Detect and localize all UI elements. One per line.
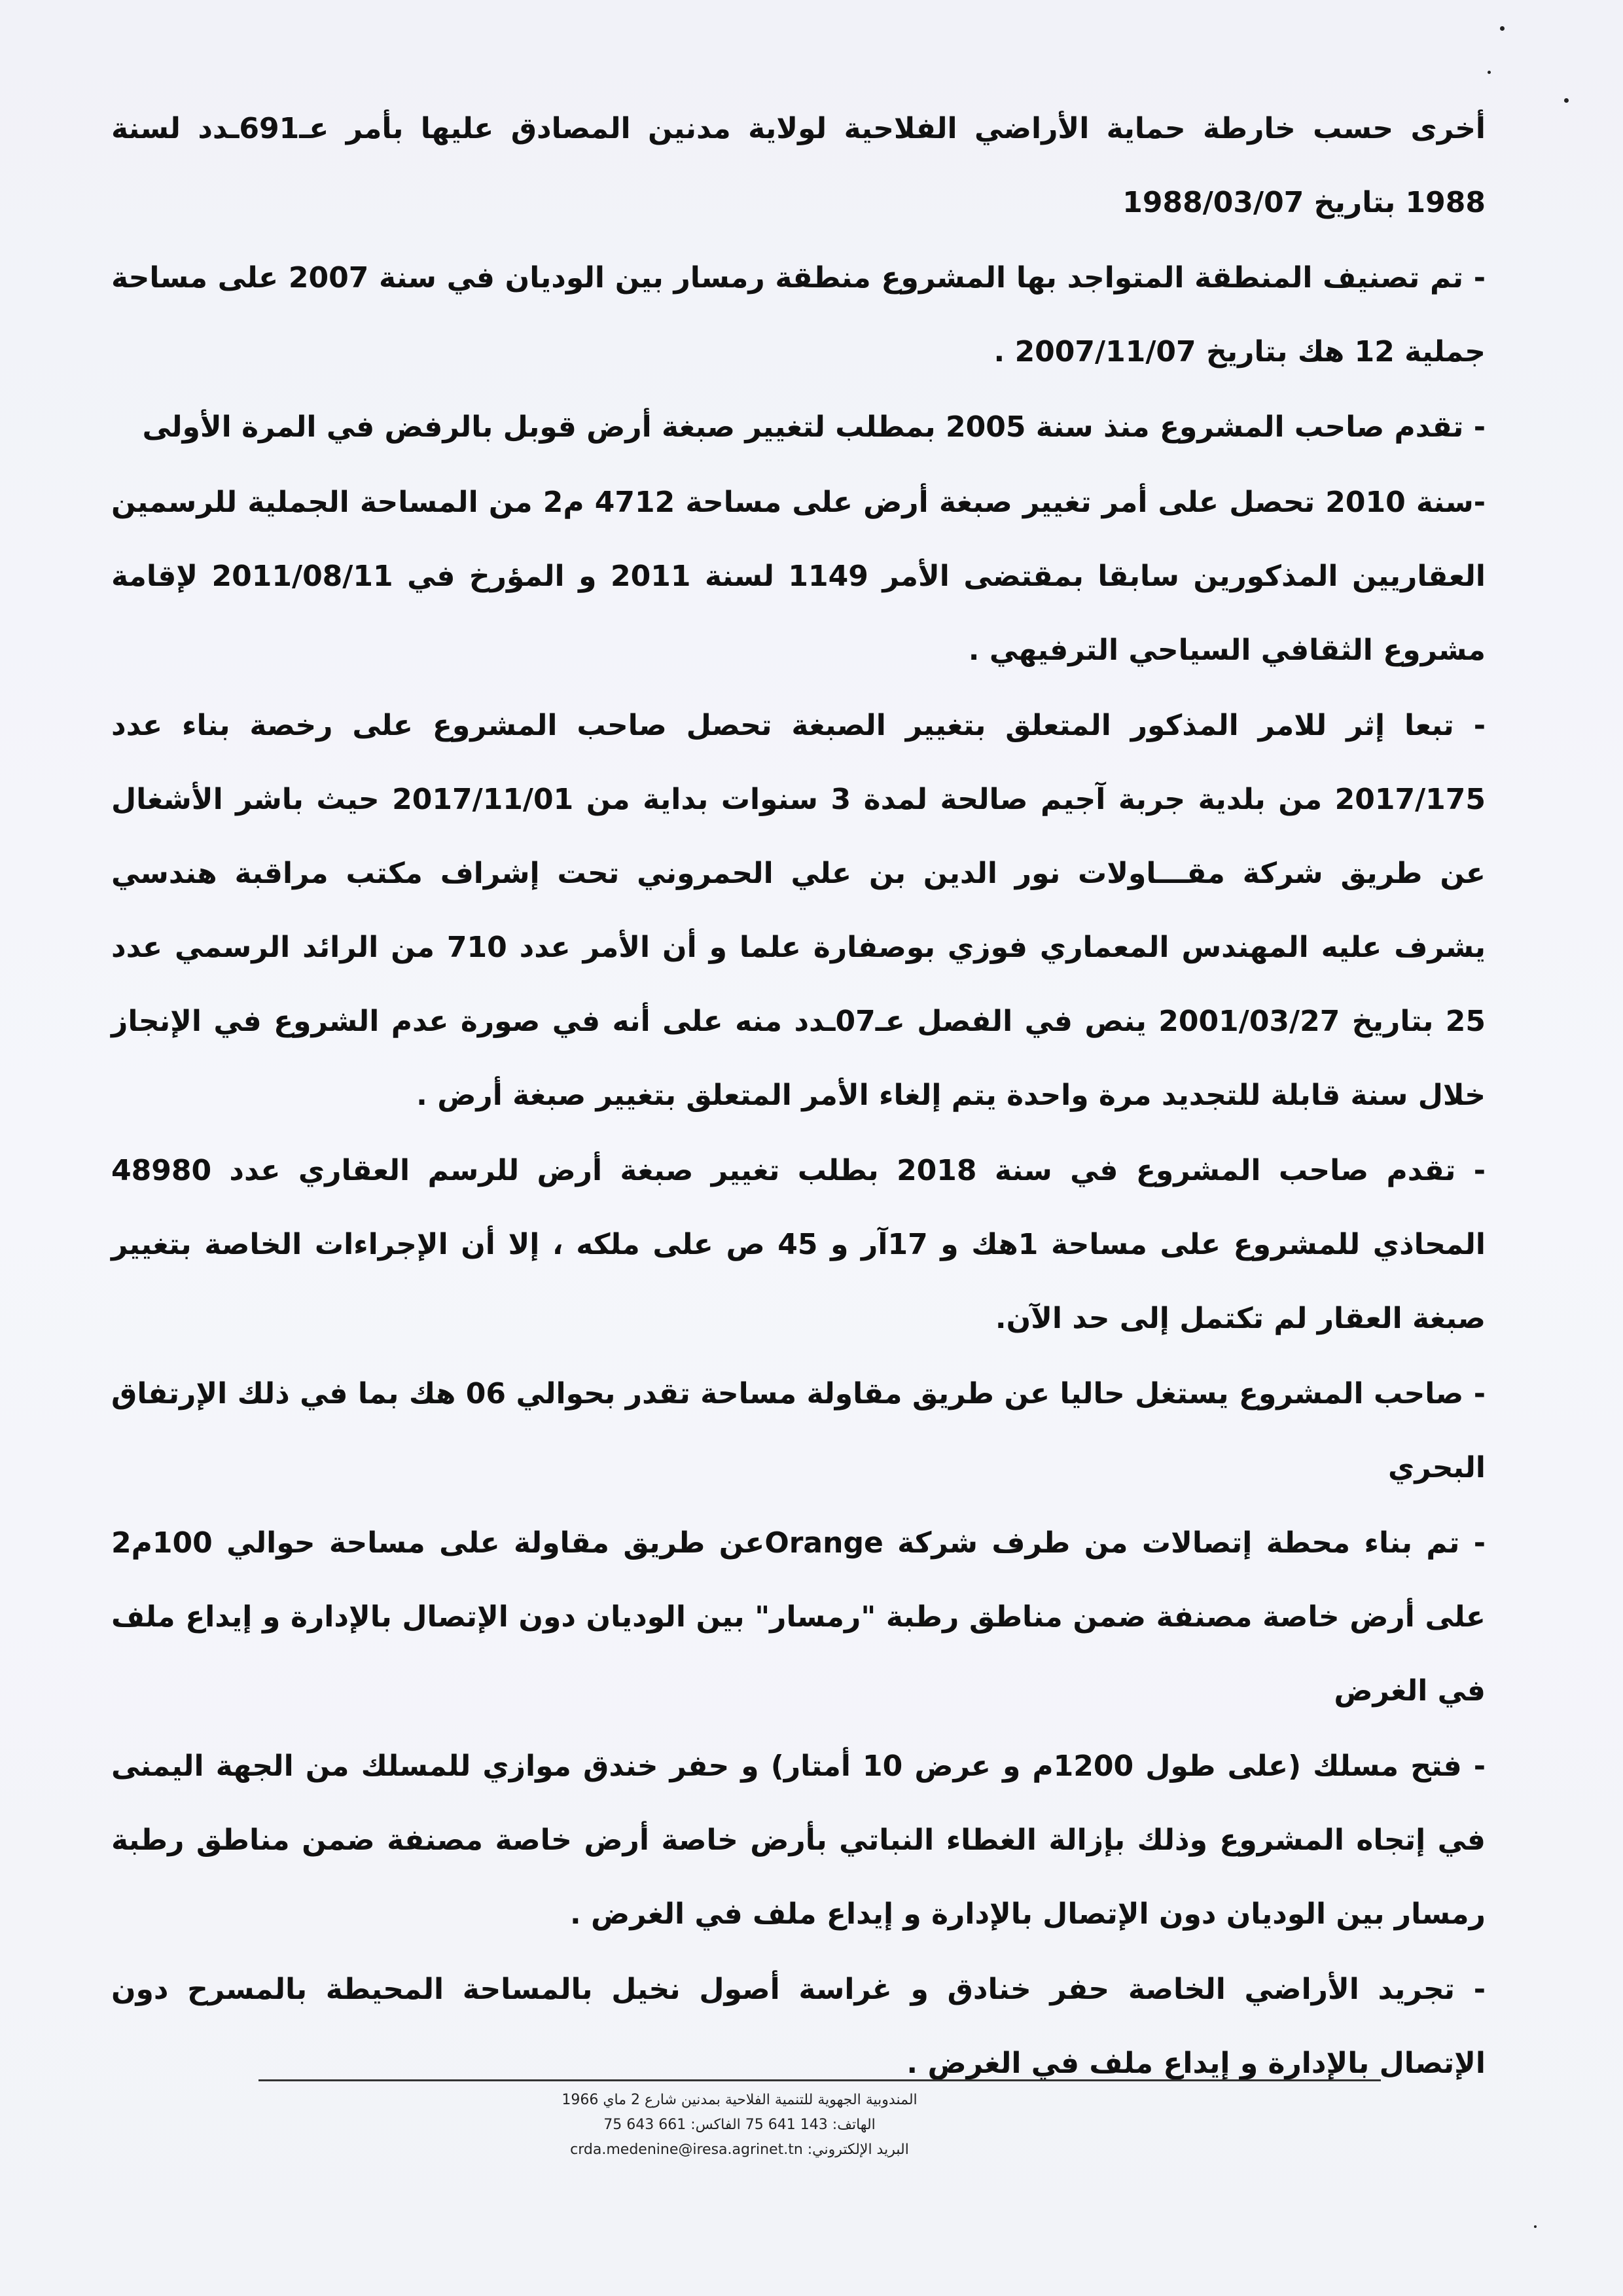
footer-phone-fax: الهاتف: 143 641 75 الفاكس: 661 643 75	[603, 2117, 876, 2133]
paragraph-track-opening: - فتح مسلك (على طول 1200م و عرض 10 أمتار) و حفر خندق موازي للمسلك من الجهة اليمنى في إتجاه المشروع وذلك بإزالة الغطاء النباتي بأرض خاصة أرض خاصة مصنفة ضمن مناطق رطبة رمسار بين الوديان دون الإتصال بالإدارة و إيداع ملف في الغرض .	[111, 1749, 1486, 1931]
scan-speck	[1500, 26, 1505, 31]
paragraph-current-use: - صاحب المشروع يستغل حاليا عن طريق مقاولة مساحة تقدر بحوالي 06 هك بما في ذلك الإرتفاق البحري	[111, 1377, 1486, 1484]
paragraph-first-request: - تقدم صاحب المشروع منذ سنة 2005 بمطلب لتغيير صبغة أرض قوبل بالرفض في المرة الأولى	[142, 410, 1486, 444]
paragraph-land-clearing: - تجريد الأراضي الخاصة حفر خنادق و غراسة أصول نخيل بالمساحة المحيطة بالمسرح دون الإتصال بالإدارة و إيداع ملف في الغرض .	[111, 1973, 1486, 2080]
letter-body	[111, 92, 1486, 2100]
letterhead-footer	[458, 2088, 1021, 2162]
footer-divider	[259, 2079, 1381, 2081]
paragraph-2018-request: - تقدم صاحب المشروع في سنة 2018 بطلب تغيير صبغة أرض للرسم العقاري عدد 48980 المحاذي للمشروع على مساحة 1هك و 17آر و 45 ص على ملكه ، إلا أن الإجراءات الخاصة بتغيير صبغة العقار لم تكتمل إلى حد الآن.	[111, 1154, 1486, 1335]
paragraph-continuation: أخرى حسب خارطة حماية الأراضي الفلاحية لولاية مدنين المصادق عليها بأمر عـ691ـدد لسنة 1988 بتاريخ 1988/03/07	[111, 112, 1486, 219]
paragraph-building-permit: - تبعا إثر للامر المذكور المتعلق بتغيير الصبغة تحصل صاحب المشروع على رخصة بناء عدد 2017/175 من بلدية جربة آجيم صالحة لمدة 3 سنوات بداية من 2017/11/01 حيث باشر الأشغال عن طريق شركة مقـــاولات نور الدين بن علي الحمروني تحت إشراف مكتب مراقبة هندسي يشرف عليه المهندس المعماري فوزي بوصفارة علما و أن الأمر عدد 710 من الرائد الرسمي عدد 25 بتاريخ 2001/03/27 ينص في الفصل عـ07ـدد منه على أنه في صورة عدم الشروع في الإنجاز خلال سنة قابلة للتجديد مرة واحدة يتم إلغاء الأمر المتعلق بتغيير صبغة أرض .	[111, 709, 1486, 1112]
scan-speck	[1488, 71, 1491, 74]
paragraph-2010-order: -سنة 2010 تحصل على أمر تغيير صبغة أرض على مساحة 4712 م2 من المساحة الجملية للرسمين العقاريين المذكورين سابقا بمقتضى الأمر 1149 لسنة 2011 و المؤرخ في 2011/08/11 لإقامة مشروع الثقافي السياحي الترفيهي .	[111, 486, 1486, 667]
paragraph-telecom-station: - تم بناء محطة إتصالات من طرف شركة Orangeعن طريق مقاولة على مساحة حوالي 100م2 على أرض خاصة مصنفة ضمن مناطق رطبة "رمسار" بين الوديان دون الإتصال بالإدارة و إيداع ملف في الغرض	[111, 1526, 1486, 1708]
paragraph-classification: - تم تصنيف المنطقة المتواجد بها المشروع منطقة رمسار بين الوديان في سنة 2007 على مساحة جملية 12 هك بتاريخ 2007/11/07 .	[111, 261, 1486, 368]
scan-speck	[1564, 98, 1569, 103]
footer-email: البريد الإلكتروني: crda.medenine@iresa.agrinet.tn	[570, 2142, 909, 2158]
footer-address: المندوبية الجهوية للتنمية الفلاحية بمدنين شارع 2 ماي 1966	[562, 2092, 918, 2108]
scan-speck	[1534, 2225, 1537, 2228]
